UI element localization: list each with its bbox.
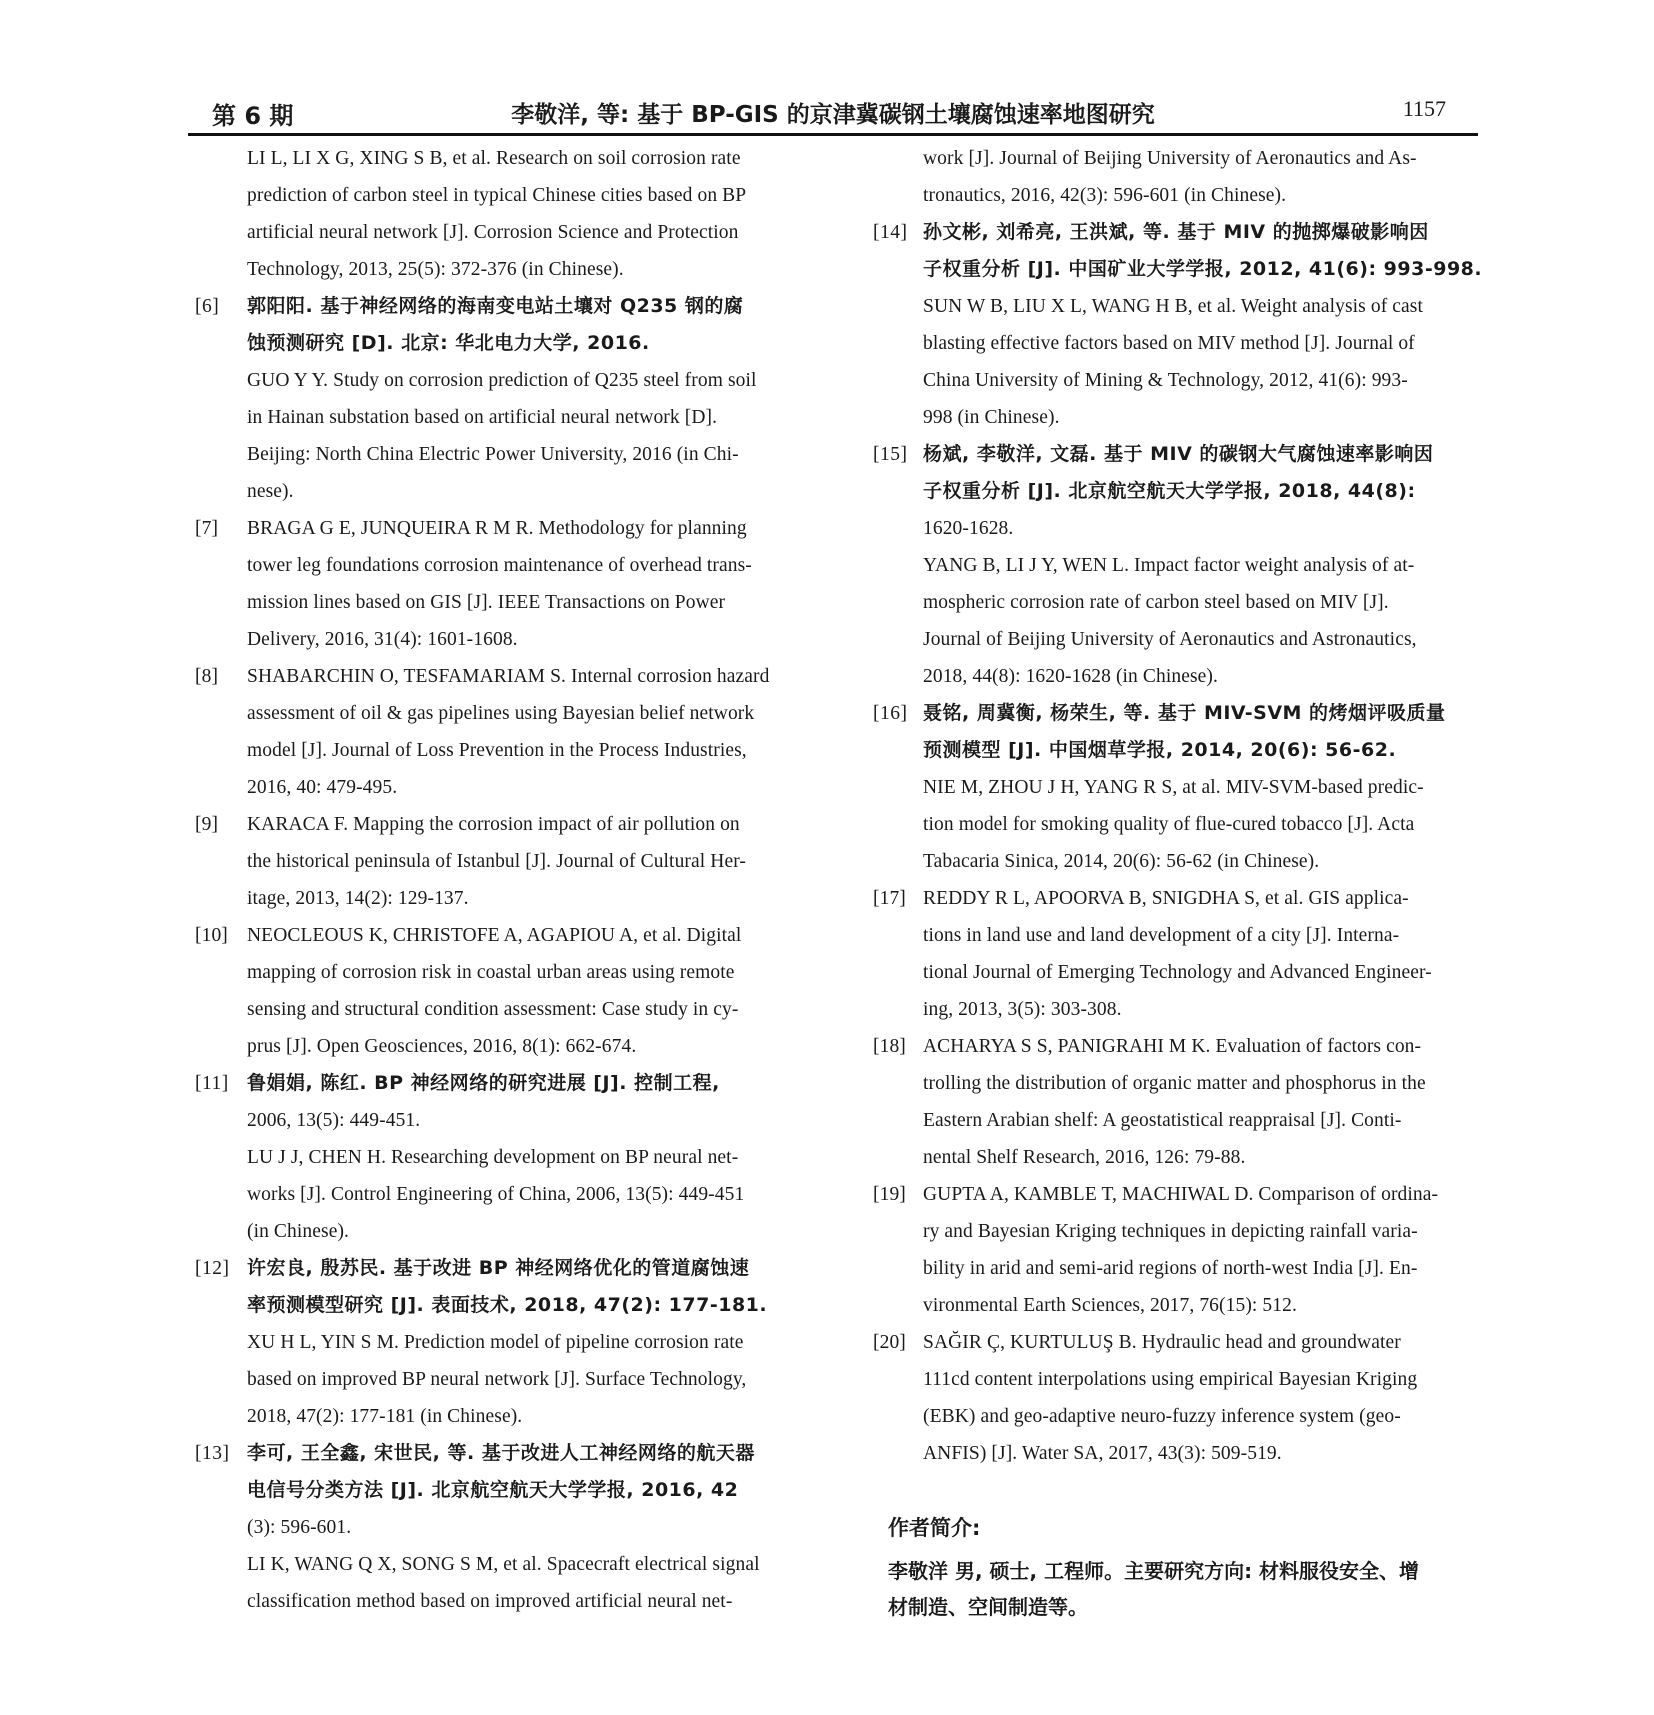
reference-text: blasting effective factors based on MIV method [J]. Journal of xyxy=(923,333,1415,354)
reference-text: nese). xyxy=(247,481,294,502)
reference-line xyxy=(195,769,805,806)
reference-line xyxy=(195,399,805,436)
reference-line xyxy=(873,917,1485,954)
reference-number: [18] xyxy=(873,1036,906,1057)
reference-line-start xyxy=(873,436,1485,473)
reference-line xyxy=(873,806,1485,843)
author-bio-line: 李敬洋 男, 硕士, 工程师。主要研究方向: 材料服役安全、增 xyxy=(888,1559,1420,1583)
reference-line xyxy=(195,1509,805,1546)
reference-line xyxy=(873,658,1485,695)
page-number: 1157 xyxy=(1402,96,1446,121)
reference-text: 子权重分析 [J]. 中国矿业大学学报, 2012, 41(6): 993-998. xyxy=(923,258,1483,280)
reference-line xyxy=(873,1361,1485,1398)
reference-text: 1620-1628. xyxy=(923,518,1014,539)
author-bio-title: 作者简介: xyxy=(888,1516,981,1540)
reference-text: 聂铭, 周冀衡, 杨荣生, 等. 基于 MIV-SVM 的烤烟评吸质量 xyxy=(923,702,1446,724)
reference-text: prus [J]. Open Geosciences, 2016, 8(1): 662-674. xyxy=(247,1036,637,1057)
reference-text: LU J J, CHEN H. Researching development on BP neural net- xyxy=(247,1147,739,1168)
reference-text: classification method based on improved artificial neural net- xyxy=(247,1591,733,1612)
reference-text: 电信号分类方法 [J]. 北京航空航天大学学报, 2016, 42 xyxy=(247,1479,739,1501)
reference-number: [15] xyxy=(873,444,908,465)
reference-number: [17] xyxy=(873,888,906,909)
reference-text: LI L, LI X G, XING S B, et al. Research on soil corrosion rate xyxy=(247,148,741,169)
reference-text: ACHARYA S S, PANIGRAHI M K. Evaluation of factors con- xyxy=(923,1036,1422,1057)
reference-text: based on improved BP neural network [J]. Surface Technology, xyxy=(247,1369,747,1390)
reference-text: ing, 2013, 3(5): 303-308. xyxy=(923,999,1122,1020)
reference-line xyxy=(195,695,805,732)
reference-line xyxy=(873,1287,1485,1324)
reference-text: itage, 2013, 14(2): 129-137. xyxy=(247,888,469,909)
reference-line xyxy=(873,584,1485,621)
reference-line xyxy=(195,177,805,214)
reference-text: KARACA F. Mapping the corrosion impact of air pollution on xyxy=(247,814,740,835)
reference-text: Eastern Arabian shelf: A geostatistical reappraisal [J]. Conti- xyxy=(923,1110,1402,1131)
reference-line xyxy=(873,288,1485,325)
reference-line xyxy=(195,436,805,473)
reference-number: [11] xyxy=(195,1073,229,1094)
issue-number: 第 6 期 xyxy=(212,102,294,130)
reference-text: (in Chinese). xyxy=(247,1221,350,1242)
running-title: 李敬洋, 等: 基于 BP-GIS 的京津冀碳钢土壤腐蚀速率地图研究 xyxy=(511,102,1155,128)
reference-line xyxy=(195,1398,805,1435)
reference-line-start xyxy=(195,658,805,695)
reference-text: model [J]. Journal of Loss Prevention in the Process Industries, xyxy=(247,740,747,761)
reference-line-start xyxy=(195,510,805,547)
reference-line-start xyxy=(873,1324,1485,1361)
reference-line xyxy=(195,1287,805,1324)
reference-text: mapping of corrosion risk in coastal urban areas using remote xyxy=(247,962,735,983)
reference-text: SHABARCHIN O, TESFAMARIAM S. Internal corrosion hazard xyxy=(247,666,770,687)
reference-text: artificial neural network [J]. Corrosion Science and Protection xyxy=(247,222,739,243)
reference-line xyxy=(195,621,805,658)
reference-line xyxy=(195,991,805,1028)
reference-text: NIE M, ZHOU J H, YANG R S, at al. MIV-SVM-based predic- xyxy=(923,777,1424,798)
reference-text: 孙文彬, 刘希亮, 王洪斌, 等. 基于 MIV 的抛掷爆破影响因 xyxy=(923,221,1429,243)
reference-line xyxy=(195,1546,805,1583)
reference-line xyxy=(873,843,1485,880)
reference-line xyxy=(195,547,805,584)
reference-text: (EBK) and geo-adaptive neuro-fuzzy inference system (geo- xyxy=(923,1406,1401,1427)
reference-line xyxy=(873,769,1485,806)
reference-text: in Hainan substation based on artificial neural network [D]. xyxy=(247,407,718,428)
reference-line xyxy=(873,991,1485,1028)
reference-text: works [J]. Control Engineering of China, 2006, 13(5): 449-451 xyxy=(247,1184,745,1205)
reference-text: 2018, 47(2): 177-181 (in Chinese). xyxy=(247,1406,523,1427)
reference-text: NEOCLEOUS K, CHRISTOFE A, AGAPIOU A, et al. Digital xyxy=(247,925,742,946)
reference-number: [12] xyxy=(195,1258,230,1279)
reference-line xyxy=(195,843,805,880)
reference-text: GUPTA A, KAMBLE T, MACHIWAL D. Comparison of ordina- xyxy=(923,1184,1439,1205)
reference-line xyxy=(195,584,805,621)
reference-line-start xyxy=(195,806,805,843)
reference-line xyxy=(195,251,805,288)
running-header xyxy=(188,92,1478,132)
reference-line xyxy=(195,732,805,769)
reference-text: 杨斌, 李敬洋, 文磊. 基于 MIV 的碳钢大气腐蚀速率影响因 xyxy=(923,443,1434,465)
reference-text: Technology, 2013, 25(5): 372-376 (in Chinese). xyxy=(247,259,624,280)
reference-line xyxy=(873,732,1485,769)
reference-text: 蚀预测研究 [D]. 北京: 华北电力大学, 2016. xyxy=(247,332,650,354)
reference-line-start xyxy=(195,917,805,954)
reference-line-start xyxy=(195,1435,805,1472)
reference-text: Journal of Beijing University of Aeronautics and Astronautics, xyxy=(923,629,1417,650)
reference-text: REDDY R L, APOORVA B, SNIGDHA S, et al. GIS applica- xyxy=(923,888,1409,909)
reference-text: 李可, 王全鑫, 宋世民, 等. 基于改进人工神经网络的航天器 xyxy=(247,1442,755,1464)
reference-line xyxy=(873,325,1485,362)
reference-text: LI K, WANG Q X, SONG S M, et al. Spacecraft electrical signal xyxy=(247,1554,760,1575)
reference-number: [10] xyxy=(195,925,228,946)
reference-text: China University of Mining & Technology, 2012, 41(6): 993- xyxy=(923,370,1408,391)
reference-text: work [J]. Journal of Beijing University of Aeronautics and As- xyxy=(923,148,1417,169)
reference-number: [14] xyxy=(873,222,908,243)
reference-text: trolling the distribution of organic matter and phosphorus in the xyxy=(923,1073,1426,1094)
reference-line xyxy=(195,140,805,177)
reference-text: Delivery, 2016, 31(4): 1601-1608. xyxy=(247,629,518,650)
reference-text: 111cd content interpolations using empirical Bayesian Kriging xyxy=(923,1369,1418,1390)
reference-line xyxy=(873,1065,1485,1102)
reference-line xyxy=(195,1324,805,1361)
reference-line xyxy=(873,510,1485,547)
reference-text: Beijing: North China Electric Power University, 2016 (in Chi- xyxy=(247,444,739,465)
reference-text: Tabacaria Sinica, 2014, 20(6): 56-62 (in Chinese). xyxy=(923,851,1320,872)
reference-text: 率预测模型研究 [J]. 表面技术, 2018, 47(2): 177-181. xyxy=(247,1294,768,1316)
reference-text: 鲁娟娟, 陈红. BP 神经网络的研究进展 [J]. 控制工程, xyxy=(247,1072,720,1094)
references-right-column xyxy=(873,140,1485,1472)
reference-line xyxy=(195,325,805,362)
reference-line xyxy=(873,1139,1485,1176)
reference-line-start xyxy=(873,880,1485,917)
reference-text: YANG B, LI J Y, WEN L. Impact factor weight analysis of at- xyxy=(923,555,1415,576)
reference-line xyxy=(873,1398,1485,1435)
reference-line-start xyxy=(873,1176,1485,1213)
reference-line xyxy=(873,251,1485,288)
reference-text: mospheric corrosion rate of carbon steel based on MIV [J]. xyxy=(923,592,1389,613)
reference-text: nental Shelf Research, 2016, 126: 79-88. xyxy=(923,1147,1246,1168)
reference-line xyxy=(873,1250,1485,1287)
author-bio-line: 材制造、空间制造等。 xyxy=(888,1595,1088,1619)
reference-line xyxy=(195,1139,805,1176)
reference-text: ry and Bayesian Kriging techniques in depicting rainfall varia- xyxy=(923,1221,1418,1242)
reference-line xyxy=(873,1435,1485,1472)
reference-line xyxy=(873,399,1485,436)
reference-number: [20] xyxy=(873,1332,906,1353)
reference-line xyxy=(195,1583,805,1620)
reference-line xyxy=(195,1472,805,1509)
header-rule xyxy=(188,133,1478,136)
reference-number: [16] xyxy=(873,703,908,724)
reference-line-start xyxy=(195,1250,805,1287)
reference-text: tional Journal of Emerging Technology and Advanced Engineer- xyxy=(923,962,1432,983)
references-left-column xyxy=(195,140,805,1620)
reference-line-start xyxy=(873,695,1485,732)
reference-line-start xyxy=(873,1028,1485,1065)
reference-text: XU H L, YIN S M. Prediction model of pipeline corrosion rate xyxy=(247,1332,744,1353)
reference-text: tion model for smoking quality of flue-cured tobacco [J]. Acta xyxy=(923,814,1415,835)
reference-line xyxy=(873,362,1485,399)
reference-text: mission lines based on GIS [J]. IEEE Transactions on Power xyxy=(247,592,726,613)
reference-text: SUN W B, LIU X L, WANG H B, et al. Weight analysis of cast xyxy=(923,296,1423,317)
reference-text: tions in land use and land development of a city [J]. Interna- xyxy=(923,925,1400,946)
reference-line xyxy=(195,880,805,917)
reference-line xyxy=(195,1213,805,1250)
reference-line xyxy=(873,473,1485,510)
reference-text: SAĞIR Ç, KURTULUŞ B. Hydraulic head and groundwater xyxy=(923,1332,1401,1353)
reference-text: 许宏良, 殷苏民. 基于改进 BP 神经网络优化的管道腐蚀速 xyxy=(247,1257,750,1279)
reference-line-start xyxy=(873,214,1485,251)
reference-number: [19] xyxy=(873,1184,906,1205)
reference-text: the historical peninsula of Istanbul [J]. Journal of Cultural Her- xyxy=(247,851,747,872)
reference-line xyxy=(195,473,805,510)
reference-text: tronautics, 2016, 42(3): 596-601 (in Chinese). xyxy=(923,185,1287,206)
reference-line xyxy=(195,1102,805,1139)
reference-line xyxy=(873,1102,1485,1139)
reference-number: [7] xyxy=(195,518,219,539)
reference-line xyxy=(195,214,805,251)
reference-line-start xyxy=(195,1065,805,1102)
reference-text: 998 (in Chinese). xyxy=(923,407,1060,428)
reference-text: BRAGA G E, JUNQUEIRA R M R. Methodology for planning xyxy=(247,518,747,539)
reference-line xyxy=(195,362,805,399)
reference-line xyxy=(873,954,1485,991)
reference-line xyxy=(873,140,1485,177)
reference-line xyxy=(873,547,1485,584)
reference-text: sensing and structural condition assessment: Case study in cy- xyxy=(247,999,739,1020)
reference-line xyxy=(873,621,1485,658)
reference-text: 2016, 40: 479-495. xyxy=(247,777,398,798)
reference-text: 郭阳阳. 基于神经网络的海南变电站土壤对 Q235 钢的腐 xyxy=(247,295,744,317)
reference-text: 2018, 44(8): 1620-1628 (in Chinese). xyxy=(923,666,1218,687)
reference-text: bility in arid and semi-arid regions of north-west India [J]. En- xyxy=(923,1258,1418,1279)
reference-text: ANFIS) [J]. Water SA, 2017, 43(3): 509-519. xyxy=(923,1443,1282,1464)
reference-line xyxy=(195,1361,805,1398)
reference-number: [8] xyxy=(195,666,219,687)
reference-line xyxy=(195,1028,805,1065)
reference-text: prediction of carbon steel in typical Chinese cities based on BP xyxy=(247,185,747,206)
reference-line xyxy=(195,1176,805,1213)
reference-text: tower leg foundations corrosion maintenance of overhead trans- xyxy=(247,555,752,576)
reference-line-start xyxy=(195,288,805,325)
reference-text: 子权重分析 [J]. 北京航空航天大学学报, 2018, 44(8): xyxy=(923,480,1416,502)
reference-number: [13] xyxy=(195,1443,230,1464)
reference-text: vironmental Earth Sciences, 2017, 76(15): 512. xyxy=(923,1295,1297,1316)
reference-number: [6] xyxy=(195,296,220,317)
reference-text: assessment of oil & gas pipelines using Bayesian belief network xyxy=(247,703,755,724)
reference-line xyxy=(873,177,1485,214)
reference-text: (3): 596-601. xyxy=(247,1517,352,1538)
reference-text: 预测模型 [J]. 中国烟草学报, 2014, 20(6): 56-62. xyxy=(923,739,1397,761)
reference-line xyxy=(873,1213,1485,1250)
reference-line xyxy=(195,954,805,991)
reference-number: [9] xyxy=(195,814,219,835)
reference-text: GUO Y Y. Study on corrosion prediction of Q235 steel from soil xyxy=(247,370,757,391)
reference-text: 2006, 13(5): 449-451. xyxy=(247,1110,421,1131)
